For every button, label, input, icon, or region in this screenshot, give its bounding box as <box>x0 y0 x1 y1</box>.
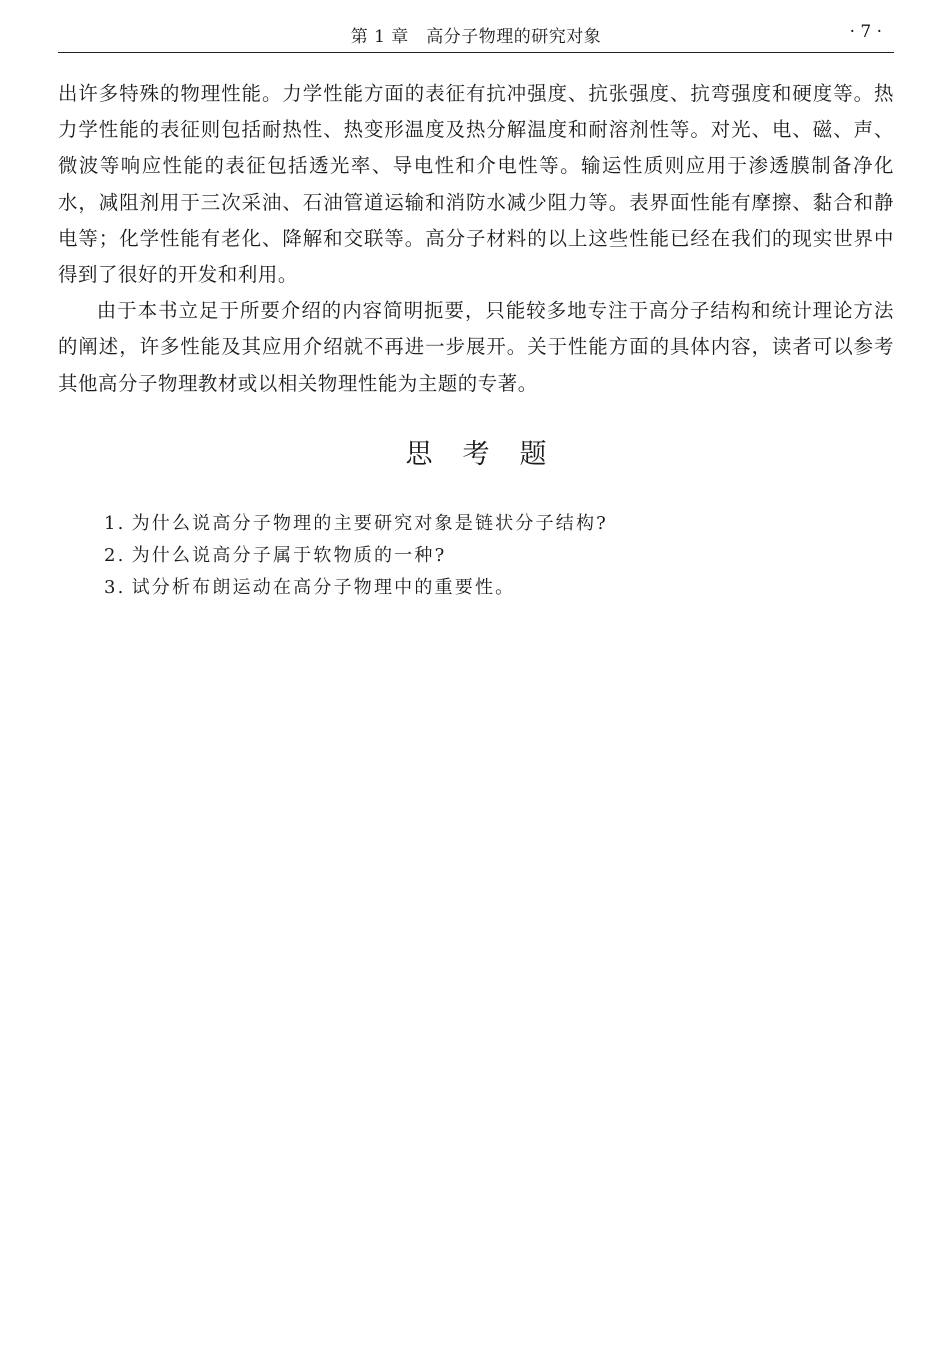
question-item <box>104 540 884 572</box>
question-item <box>104 508 884 540</box>
question-number: 2. <box>104 545 126 566</box>
question-text: 为什么说高分子物理的主要研究对象是链状分子结构? <box>131 513 609 534</box>
question-text: 试分析布朗运动在高分子物理中的重要性。 <box>131 577 516 598</box>
question-text: 为什么说高分子属于软物质的一种? <box>131 545 447 566</box>
question-number: 3. <box>104 577 126 598</box>
body-text <box>58 76 894 402</box>
page-number: · 7 · <box>849 22 882 42</box>
paragraph-continued: 出许多特殊的物理性能。力学性能方面的表征有抗冲强度、抗张强度、抗弯强度和硬度等。热力学性能的表征则包括耐热性、热变形温度及热分解温度和耐溶剂性等。对光、电、磁、声、微波等响应性能的表征包括透光率、导电性和介电性等。输运性质则应用于渗透膜制备净化水，减阻剂用于三次采油、石油管道运输和消防水减少阻力等。表界面性能有摩擦、黏合和静电等；化学性能有老化、降解和交联等。高分子材料的以上这些性能已经在我们的现实世界中得到了很好的开发和利用。 <box>58 82 894 287</box>
question-list <box>104 508 884 604</box>
running-header <box>58 18 894 53</box>
question-number: 1. <box>104 513 126 534</box>
question-item <box>104 572 884 604</box>
paragraph: 由于本书立足于所要介绍的内容简明扼要，只能较多地专注于高分子结构和统计理论方法的阐述，许多性能及其应用介绍就不再进一步展开。关于性能方面的具体内容，读者可以参考其他高分子物理教材或以相关物理性能为主题的专著。 <box>58 299 894 395</box>
chapter-title: 第 1 章 高分子物理的研究对象 <box>350 27 602 47</box>
exercises-heading: 思考题 <box>405 439 577 470</box>
